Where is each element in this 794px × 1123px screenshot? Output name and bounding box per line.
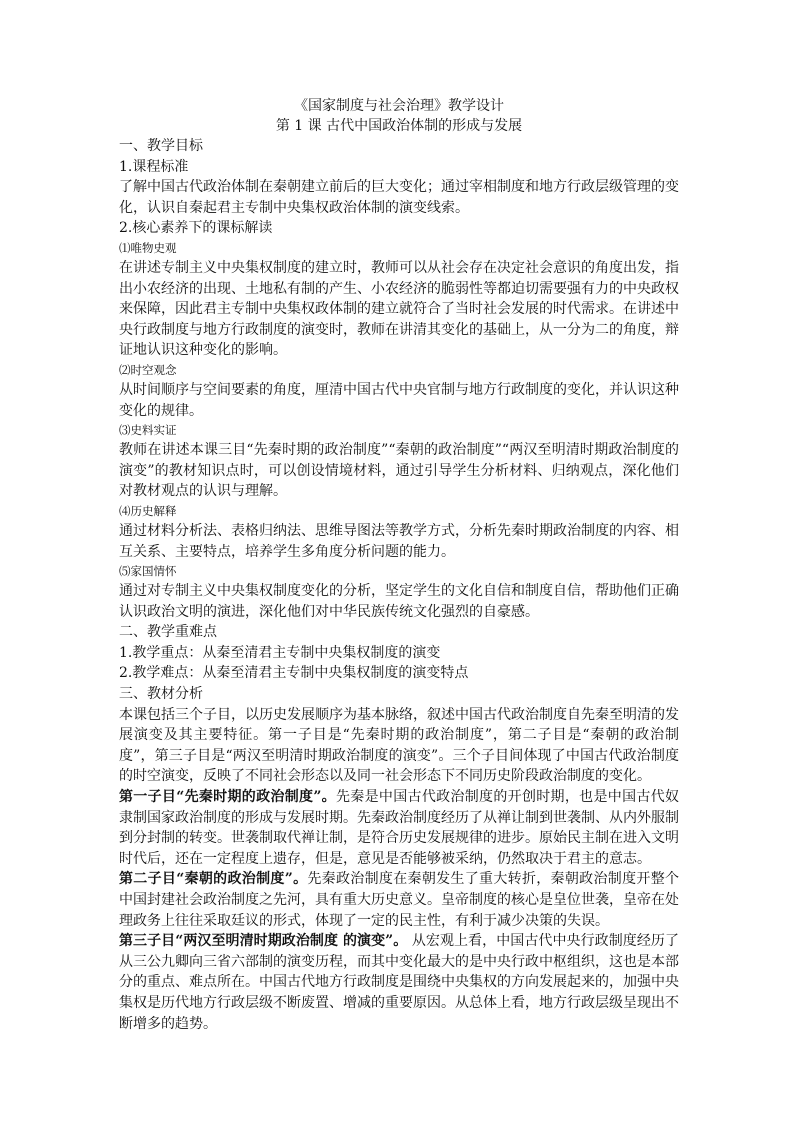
document-page: [119, 96, 679, 1034]
item-interpretation: ⑷历史解释: [119, 503, 177, 518]
key-point: 1.教学重点：从秦至清君主专制中央集权制度的演变: [119, 644, 441, 661]
subsection-2: 2.核心素养下的课标解读: [119, 220, 273, 237]
subsection-1: 1.课程标准: [119, 158, 189, 175]
section-heading-2: 二、教学重难点: [119, 624, 217, 641]
paragraph-time-space: 从时间顺序与空间要素的角度，厘清中国古代中央官制与地方行政制度的变化，并认识这种变化的规律。: [119, 381, 679, 419]
section-heading-3: 三、教材分析: [119, 686, 203, 703]
document-title: 《国家制度与社会治理》教学设计: [294, 98, 504, 114]
item-materialism: ⑴唯物史观: [119, 240, 177, 255]
item-patriotism: ⑸家国情怀: [119, 564, 177, 579]
item-time-space: ⑵时空观念: [119, 362, 177, 377]
paragraph-interpretation: 通过材料分析法、表格归纳法、思维导图法等教学方式，分析先秦时期政治制度的内容、相互关系、主要特点，培养学生多角度分析问题的能力。: [119, 522, 679, 560]
section-heading-1: 一、教学目标: [119, 138, 203, 154]
subsection-1-lead: 第一子目“先秦时期的政治制度”。: [119, 789, 336, 806]
paragraph-subsection-1: [119, 787, 679, 869]
subsection-3-lead: 第三子目“两汉至明清时期政治制度 的演变”。: [119, 933, 408, 950]
subsection-3-text: 从宏观上看，中国古代中央行政制度经历了从三公九卿向三省六部制的演变历程，而其中变化最大的是中央行政中枢组织，这也是本部分的重点、难点所在。中国古代地方行政制度是围绕中央集权的方向发展起来的，加强中央集权是历代地方行政层级不断废置、增减的重要原因。从总体上看，地方行政层级呈现出不断增多的趋势。: [119, 933, 679, 1032]
subsection-2-lead: 第二子目“秦朝的政治制度”。: [119, 871, 308, 888]
subsection-2-text: 先秦政治制度在秦朝发生了重大转折，秦朝政治制度开整个中国封建社会政治制度之先河，具有重大历史意义。皇帝制度的核心是皇位世袭，皇帝在处理政务上往往采取廷议的形式，体现了一定的民主性，有利于减少决策的失误。: [119, 871, 679, 929]
difficult-point: 2.教学难点：从秦至清君主专制中央集权制度的演变特点: [119, 665, 469, 682]
paragraph-curriculum: 了解中国古代政治体制在秦朝建立前后的巨大变化；通过宰相制度和地方行政层级管理的变化，认识自秦起君主专制中央集权政治体制的演变线索。: [119, 179, 679, 216]
paragraph-subsection-2: [119, 869, 679, 931]
paragraph-overview: 本课包括三个子目，以历史发展顺序为基本脉络，叙述中国古代政治制度自先秦至明清的发展演变及其主要特征。第一子目是“先秦时期的政治制度”，第二子目是“秦朝的政治制度”，第三子目是“两汉至明清时期政治制度的演变”。三个子目间体现了中国古代政治制度的时空演变，反映了不同社会形态以及同一社会形态下不同历史阶段政治制度的变化。: [119, 706, 679, 785]
lesson-subtitle: 第 1 课 古代中国政治体制的形成与发展: [275, 118, 523, 134]
subsection-1-text: 先秦是中国古代政治制度的开创时期，也是中国古代奴隶制国家政治制度的形成与发展时期。先秦政治制度经历了从禅让制到世袭制、从内外服制到分封制的转变。世袭制取代禅让制，是符合历史发展规律的进步。原始民主制在进入文明时代后，还在一定程度上遗存，但是，意见是否能够被采纳，仍然取决于君主的意志。: [119, 789, 679, 867]
paragraph-evidence: 教师在讲述本课三目“先秦时期的政治制度”“秦朝的政治制度”“两汉至明清时期政治制度的演变”的教材知识点时，可以创设情境材料，通过引导学生分析材料、归纳观点，深化他们对教材观点的认识与理解。: [119, 442, 679, 500]
paragraph-patriotism: 通过对专制主义中央集权制度变化的分析，坚定学生的文化自信和制度自信，帮助他们正确认识政治文明的演进，深化他们对中华民族传统文化强烈的自豪感。: [119, 583, 679, 620]
paragraph-subsection-3: [119, 931, 679, 1034]
item-evidence: ⑶史料实证: [119, 423, 177, 438]
paragraph-materialism: 在讲述专制主义中央集权制度的建立时，教师可以从社会存在决定社会意识的角度出发，指出小农经济的出现、土地私有制的产生、小农经济的脆弱性等都迫切需要强有力的中央政权来保障，因此君主专制中央集权政体制的建立就符合了当时社会发展的时代需求。在讲述中央行政制度与地方行政制度的演变时，教师在讲清其变化的基础上，从一分为二的角度，辩证地认识这种变化的影响。: [119, 259, 679, 359]
